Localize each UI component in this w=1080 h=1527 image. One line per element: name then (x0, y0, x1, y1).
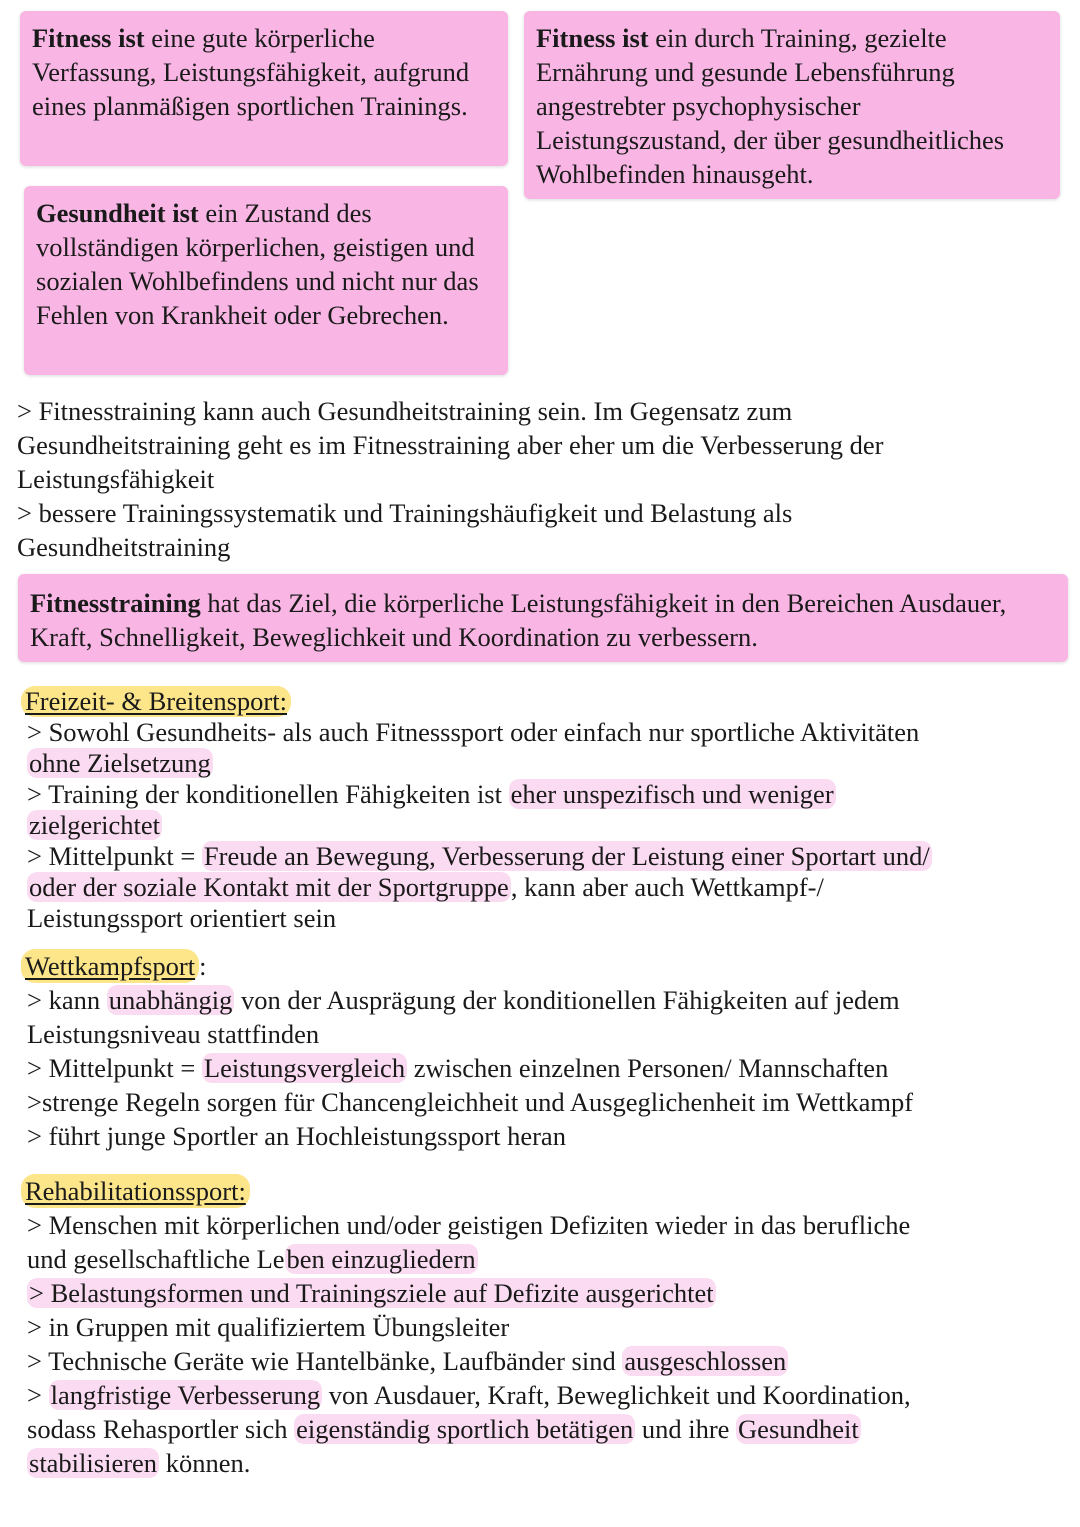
note-text: > (27, 1380, 49, 1410)
section-heading: Freizeit- & Breitensport: (21, 686, 291, 717)
definition-fitnesstraining (18, 574, 1068, 662)
term: Fitness ist (32, 23, 145, 53)
highlight: eher unspezifisch und weniger (510, 779, 834, 809)
definition-gesundheit (24, 186, 508, 375)
highlight: ausgeschlossen (624, 1346, 787, 1376)
highlight: unabhängig (108, 985, 233, 1015)
note-text: > Training der konditionellen Fähigkeiten ist (27, 779, 509, 809)
note-text: > Mittelpunkt = (27, 1053, 202, 1083)
note-text: , kann aber auch Wettkampf-/ (510, 872, 824, 902)
highlight: Leistungsvergleich (203, 1053, 406, 1083)
note-line: >strenge Regeln sorgen für Chancengleichheit und Ausgeglichenheit im Wettkampf (27, 1087, 914, 1117)
note-text: und ihre (635, 1414, 737, 1444)
note-line: Gesundheitstraining geht es im Fitnesstraining aber eher um die Verbesserung der (17, 430, 884, 460)
term: Fitness ist (536, 23, 649, 53)
intro-notes (17, 394, 883, 564)
highlight: eigenständig sportlich betätigen (296, 1414, 634, 1444)
note-text: können. (159, 1448, 251, 1478)
note-text: und gesellschaftliche Le (27, 1244, 285, 1274)
definition-text: ein durch Training, gezielte Ernährung und gesunde Lebensführung angestrebter psychophysischer Leistungszustand, der über gesundheitliches Wohlbefinden hinausgeht. (536, 23, 1005, 189)
note-text: von Ausdauer, Kraft, Beweglichkeit und Koordination, (322, 1380, 911, 1410)
note-line: > führt junge Sportler an Hochleistungssport heran (27, 1121, 566, 1151)
highlight: oder der soziale Kontakt mit der Sportgruppe (29, 872, 509, 902)
note-line: > Sowohl Gesundheits- als auch Fitnesssport oder einfach nur sportliche Aktivitäten (27, 717, 920, 747)
term: Fitnesstraining (30, 588, 201, 618)
definition-text: ein Zustand des vollständigen körperlichen, geistigen und sozialen Wohlbefindens und nicht nur das Fehlen von Krankheit oder Gebrechen. (36, 198, 479, 330)
highlight: langfristige Verbesserung (50, 1380, 321, 1410)
definition-text: hat das Ziel, die körperliche Leistungsfähigkeit in den Bereichen Ausdauer, Kraft, Schnelligkeit, Beweglichkeit und Koordination zu verbessern. (30, 588, 1007, 652)
highlight: > Belastungsformen und Trainingsziele auf Defizite ausgerichtet (29, 1278, 714, 1308)
section-reha (27, 1174, 911, 1480)
note-text: sodass Rehasportler sich (27, 1414, 295, 1444)
note-text: > Technische Geräte wie Hantelbänke, Laufbänder sind (27, 1346, 623, 1376)
note-line: Gesundheitstraining (17, 532, 231, 562)
highlight: Freude an Bewegung, Verbesserung der Leistung einer Sportart und/ (203, 841, 930, 871)
section-heading: Rehabilitationssport: (21, 1174, 250, 1208)
highlight: ohne Zielsetzung (29, 748, 211, 778)
note-text: > Mittelpunkt = (27, 841, 202, 871)
highlight: stabilisieren (29, 1448, 158, 1478)
note-line: > in Gruppen mit qualifiziertem Übungsleiter (27, 1312, 510, 1342)
section-heading: Wettkampfsport (21, 949, 199, 983)
highlight: Gesundheit (738, 1414, 859, 1444)
note-text: zwischen einzelnen Personen/ Mannschaften (407, 1053, 889, 1083)
note-line: Leistungsfähigkeit (17, 464, 215, 494)
definition-fitness-1 (20, 11, 508, 166)
highlight: ben einzugliedern (286, 1244, 476, 1274)
note-line: > Fitnesstraining kann auch Gesundheitstraining sein. Im Gegensatz zum (17, 396, 793, 426)
note-line: Leistungsniveau stattfinden (27, 1019, 320, 1049)
section-freizeit (27, 686, 932, 934)
note-line: Leistungssport orientiert sein (27, 903, 337, 933)
section-wettkampf (27, 949, 913, 1153)
definition-text: eine gute körperliche Verfassung, Leistungsfähigkeit, aufgrund eines planmäßigen sportlichen Trainings. (32, 23, 470, 121)
heading-colon: : (199, 951, 207, 981)
note-line: > Menschen mit körperlichen und/oder geistigen Defiziten wieder in das berufliche (27, 1210, 911, 1240)
note-text: von der Ausprägung der konditionellen Fähigkeiten auf jedem (234, 985, 900, 1015)
note-line: > bessere Trainingssystematik und Trainingshäufigkeit und Belastung als (17, 498, 793, 528)
definition-fitness-2 (524, 11, 1060, 199)
term: Gesundheit ist (36, 198, 199, 228)
note-text: > kann (27, 985, 107, 1015)
highlight: zielgerichtet (29, 810, 160, 840)
